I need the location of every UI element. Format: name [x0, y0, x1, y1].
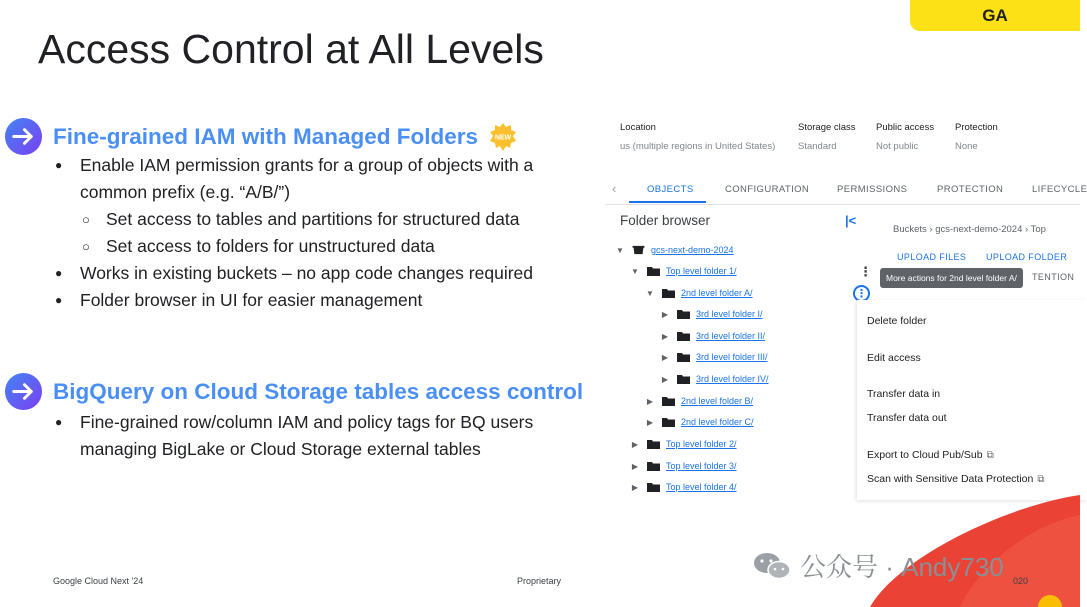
bullet-item: ● Folder browser in UI for easier management [55, 287, 575, 314]
storage-class-value: Standard [798, 141, 837, 152]
folder-icon [647, 439, 660, 449]
tree-item-label[interactable]: 2nd level folder B/ [681, 396, 754, 406]
tree-item-label[interactable]: Top level folder 1/ [666, 266, 737, 276]
ga-badge: GA [910, 0, 1080, 31]
tree-item-label[interactable]: 3rd level folder II/ [696, 331, 766, 341]
tree-item-label[interactable]: 2nd level folder C/ [681, 417, 754, 427]
caret-right-icon[interactable]: ▶ [661, 374, 669, 384]
folder-browser-title: Folder browser [620, 213, 711, 228]
new-badge-label: NEW [494, 134, 512, 141]
cloud-console-screenshot [605, 110, 1087, 510]
tree-item-folder[interactable] [659, 369, 769, 389]
upload-folder-button[interactable]: UPLOAD FOLDER [986, 252, 1068, 262]
arrow-circle-icon [4, 372, 43, 411]
slide-number: 020 [1013, 576, 1029, 586]
folder-icon [662, 417, 675, 427]
retention-tab-fragment[interactable]: TENTION [1032, 272, 1075, 282]
external-link-icon: ⧉ [1037, 474, 1045, 485]
location-value: us (multiple regions in United States) [620, 141, 776, 152]
tree-item-folder[interactable] [629, 477, 737, 497]
watermark-text: 公众号 · Andy730 [800, 552, 1004, 582]
tree-item-bucket[interactable] [614, 240, 734, 260]
tab-protection[interactable]: PROTECTION [937, 184, 1004, 195]
folder-icon [647, 266, 660, 276]
folder-icon [662, 288, 675, 298]
menu-transfer-in[interactable]: Transfer data in [867, 388, 941, 400]
section2-title: BigQuery on Cloud Storage tables access control [53, 378, 584, 404]
tab-objects[interactable]: OBJECTS [647, 184, 694, 195]
collapse-panel-icon[interactable]: |< [845, 213, 857, 228]
protection-value: None [955, 141, 978, 152]
folder-icon [662, 396, 675, 406]
breadcrumb[interactable]: Buckets › gcs-next-demo-2024 › Top [893, 224, 1046, 235]
tree-item-folder[interactable] [644, 412, 754, 432]
tree-item-label[interactable]: gcs-next-demo-2024 [651, 245, 734, 255]
tree-item-folder[interactable] [659, 347, 768, 367]
tree-item-label[interactable]: 3rd level folder IV/ [696, 374, 769, 384]
folder-icon [647, 482, 660, 492]
tree-item-folder[interactable] [659, 326, 765, 346]
tree-item-folder[interactable] [644, 391, 753, 411]
tree-item-label[interactable]: 3rd level folder I/ [696, 309, 763, 319]
folder-icon [677, 352, 690, 362]
new-badge-icon [488, 122, 518, 152]
caret-right-icon[interactable]: ▶ [646, 417, 654, 427]
tree-item-label[interactable]: Top level folder 2/ [666, 439, 737, 449]
section-fine-grained-iam [4, 117, 518, 156]
bullet-item: ● Works in existing buckets – no app code changes required [55, 260, 575, 287]
caret-down-icon[interactable]: ▼ [616, 245, 624, 255]
external-link-icon: ⧉ [986, 450, 994, 461]
caret-right-icon[interactable]: ▶ [661, 352, 669, 362]
sub-bullet-item: ○ Set access to tables and partitions for structured data [55, 206, 575, 233]
menu-delete-folder[interactable]: Delete folder [867, 315, 927, 327]
caret-right-icon[interactable]: ▶ [646, 396, 654, 406]
menu-export-pubsub[interactable] [867, 449, 994, 461]
tree-item-folder[interactable] [629, 456, 737, 476]
folder-icon [677, 374, 690, 384]
public-access-value: Not public [876, 141, 919, 152]
section1-title: Fine-grained IAM with Managed Folders [53, 123, 479, 149]
more-actions-tooltip: More actions for 2nd level folder A/ [880, 268, 1023, 288]
storage-class-label: Storage class [798, 122, 856, 133]
protection-label: Protection [955, 122, 998, 133]
bullet-item: ● Enable IAM permission grants for a group of objects with a common prefix (e.g. “A/B/”) [55, 152, 575, 206]
more-actions-active-icon[interactable]: ⋮ [853, 285, 870, 302]
location-label: Location [620, 122, 656, 133]
tab-configuration[interactable]: CONFIGURATION [725, 184, 810, 195]
menu-edit-access[interactable]: Edit access [867, 352, 921, 364]
section1-bullets [55, 152, 575, 314]
arrow-circle-icon [4, 117, 43, 156]
bucket-icon [632, 245, 645, 255]
folder-icon [647, 461, 660, 471]
menu-scan-sdp[interactable] [867, 473, 1044, 485]
active-tab-indicator [629, 201, 706, 203]
sub-bullet-item: ○ Set access to folders for unstructured data [55, 233, 575, 260]
tab-permissions[interactable]: PERMISSIONS [837, 184, 908, 195]
caret-right-icon[interactable]: ▶ [661, 331, 669, 341]
tree-item-folder[interactable] [644, 283, 753, 303]
slide-title: Access Control at All Levels [38, 26, 544, 72]
caret-down-icon[interactable]: ▼ [646, 288, 654, 298]
tab-lifecycle[interactable]: LIFECYCLE [1032, 184, 1087, 195]
tree-item-label[interactable]: Top level folder 3/ [666, 461, 737, 471]
caret-down-icon[interactable]: ▼ [631, 266, 639, 276]
caret-right-icon[interactable]: ▶ [631, 482, 639, 492]
bullet-item: ● Fine-grained row/column IAM and policy tags for BQ users managing BigLake or Cloud Storage external tables [55, 409, 555, 463]
tree-item-folder[interactable] [629, 261, 737, 281]
menu-export-pubsub-label: Export to Cloud Pub/Sub [867, 449, 983, 461]
section2-bullets [55, 409, 555, 463]
public-access-label: Public access [876, 122, 935, 133]
more-actions-icon[interactable]: ⋮ [859, 264, 872, 279]
tree-item-label[interactable]: Top level folder 4/ [666, 482, 737, 492]
upload-files-button[interactable]: UPLOAD FILES [897, 252, 967, 262]
tree-item-folder[interactable] [629, 434, 737, 454]
folder-actions-menu [857, 300, 1087, 500]
tab-bar [605, 176, 1087, 205]
footer-proprietary: Proprietary [517, 576, 562, 586]
caret-right-icon[interactable]: ▶ [661, 309, 669, 319]
wechat-icon [752, 550, 792, 582]
tree-item-folder[interactable] [659, 304, 763, 324]
folder-icon [677, 331, 690, 341]
caret-right-icon[interactable]: ▶ [631, 461, 639, 471]
menu-scan-sdp-label: Scan with Sensitive Data Protection [867, 473, 1034, 485]
tab-scroll-left-icon[interactable]: ‹ [612, 181, 617, 196]
menu-transfer-out[interactable]: Transfer data out [867, 412, 947, 424]
caret-right-icon[interactable]: ▶ [631, 439, 639, 449]
watermark [752, 547, 1004, 584]
tree-item-label[interactable]: 2nd level folder A/ [681, 288, 753, 298]
folder-icon [677, 309, 690, 319]
section-bigquery [4, 372, 583, 411]
tree-item-label[interactable]: 3rd level folder III/ [696, 352, 768, 362]
footer-brand: Google Cloud Next '24 [53, 576, 144, 586]
